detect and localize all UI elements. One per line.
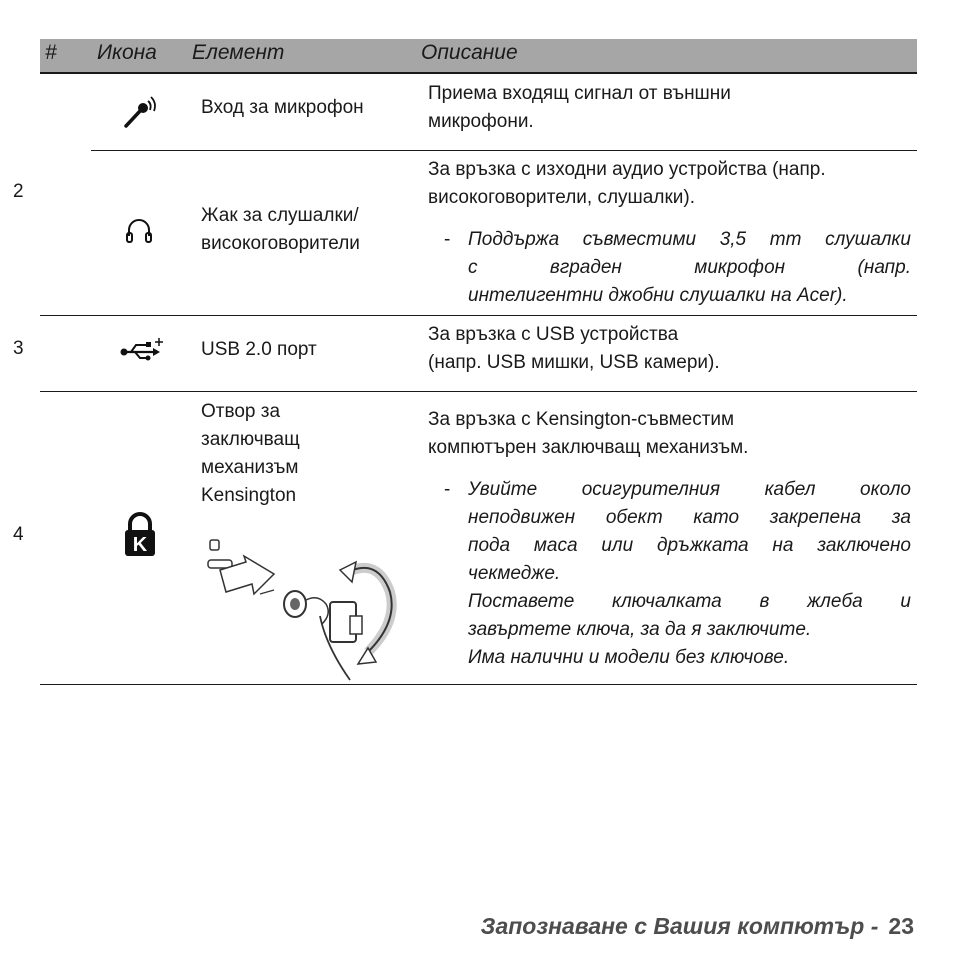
table-header [40, 39, 917, 74]
note-word: mm [769, 229, 802, 250]
kensington-icon-letter: K [132, 534, 148, 556]
footer-title: Запознаване с Вашия компютър - [480, 913, 879, 939]
usb-desc-line2: (напр. USB мишки, USB камери). [428, 352, 720, 373]
kensington-desc-line1: За връзка с Kensington-съвместим [428, 409, 735, 430]
note-word: чекмедже. [468, 563, 561, 584]
kensington-element-line3: механизъм [201, 457, 299, 478]
headphone-icon [124, 216, 154, 246]
microphone-desc-line2: микрофони. [428, 111, 534, 132]
note-word: микрофон [694, 257, 786, 278]
microphone-element: Вход за микрофон [201, 97, 364, 118]
note-word: 3,5 [719, 229, 747, 250]
kensington-element-line2: заключващ [201, 429, 300, 450]
usb-icon [119, 338, 165, 364]
row-number: 2 [13, 181, 24, 202]
row-number: 4 [13, 524, 24, 545]
note-word: (напр. [857, 257, 911, 278]
divider [40, 684, 917, 685]
note-word: и [900, 591, 911, 612]
note-word: Има налични и модели без ключове. [468, 647, 790, 668]
note-word: Поставете [468, 591, 575, 612]
divider [40, 315, 917, 316]
note-word: маса [533, 535, 578, 556]
headphone-note [468, 226, 911, 310]
note-word: обект [605, 507, 663, 528]
note-word: завъртете ключа, за да я заключите. [468, 619, 812, 640]
usb-desc-line1: За връзка с USB устройства [428, 324, 679, 345]
bullet: - [444, 229, 451, 250]
note-word: с [468, 257, 478, 278]
note-word: Увийте [468, 479, 538, 500]
headphone-desc-line2: високоговорители, слушалки). [428, 187, 695, 208]
note-word: в [759, 591, 770, 612]
microphone-icon [120, 94, 160, 134]
header-num: # [45, 41, 57, 64]
note-word: около [860, 479, 911, 500]
note-word: като [693, 507, 740, 528]
bullet: - [444, 479, 451, 500]
header-description: Описание [421, 41, 518, 64]
header-element: Елемент [192, 41, 285, 64]
note-word: неподвижен [468, 507, 576, 528]
note-word: жлеба [807, 591, 863, 612]
headphone-element-line2: високоговорители [201, 233, 360, 254]
note-word: ключалката [611, 591, 722, 612]
row-number: 3 [13, 338, 24, 359]
page-number: 23 [888, 913, 914, 939]
kensington-lock-icon [122, 512, 158, 558]
note-word: на [772, 535, 794, 556]
note-word: Поддържа [468, 229, 560, 250]
note-word: интелигентни джобни слушалки на Acer). [468, 285, 848, 306]
note-word: за [891, 507, 911, 528]
kensington-desc-line2: компютърен заключващ механизъм. [428, 437, 749, 458]
note-word: заключено [817, 535, 911, 556]
note-word: осигурителния [581, 479, 721, 500]
note-word: пода [468, 535, 511, 556]
note-word: съвместими [582, 229, 697, 250]
usb-element: USB 2.0 порт [201, 339, 317, 360]
kensington-lock-illustration [200, 536, 400, 684]
note-word: дръжката [656, 535, 749, 556]
header-icon: Икона [97, 41, 157, 64]
note-word: закрепена [769, 507, 862, 528]
kensington-element-line1: Отвор за [201, 401, 281, 422]
headphone-element-line1: Жак за слушалки/ [201, 205, 359, 226]
kensington-element-line4: Kensington [201, 485, 297, 506]
note-word: или [601, 535, 634, 556]
note-word: вграден [549, 257, 622, 278]
kensington-note [468, 476, 911, 672]
page-footer [481, 913, 914, 940]
headphone-desc-line1: За връзка с изходни аудио устройства (напр. [428, 159, 826, 180]
note-word: кабел [764, 479, 816, 500]
divider [40, 391, 917, 392]
ports-table [40, 39, 917, 74]
note-word: слушалки [825, 229, 911, 250]
microphone-desc-line1: Приема входящ сигнал от външни [428, 83, 731, 104]
divider [91, 150, 917, 151]
